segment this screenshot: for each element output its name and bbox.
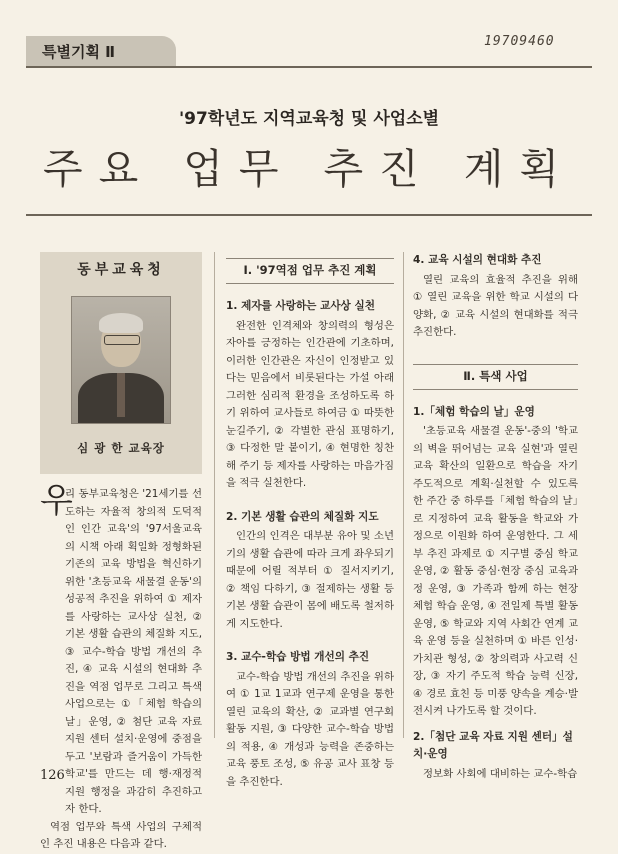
item-heading: 1. 제자를 사랑하는 교사상 실천 xyxy=(226,300,375,312)
intro-paragraph-2: 역점 업무와 특색 사업의 구체적인 추진 내용은 다음과 같다. xyxy=(40,820,202,850)
intro-text: 리 동부교육청은 '21세기를 선도하는 자율적 창의적 도덕적인 인간 교육'의 '97서울교육의 시책 아래 획일화 정형화된 기존의 교육 방법을 혁신하기 위한 '초등교육 새물결 운동'의 성공적 추진을 위하여 ① 제자를 사랑하는 교사상 실천, ② 기본 생활 습관의 체질화 지도, ③ 교수-학습 방법 개선의 추진, ④ 교육 시설의 현대화 추진을 역점 업무로 그리고 특색 사업으로는 ①「체험 학습의 날」운영, ② 첨단 교육 자료 지원 센터 설치·운영에 중점을 두고 '보람과 즐거움이 가득한 학교'를 만드는 데 행·재정적 지원 행정을 과감히 추진하고자 한다. xyxy=(65,488,202,815)
handwritten-stamp: 19709460 xyxy=(484,34,555,49)
section-heading: Ⅰ. '97역점 업무 추진 계획 xyxy=(226,258,394,284)
column-divider xyxy=(214,252,215,738)
section-tab: 특별기획 Ⅱ xyxy=(26,36,176,66)
photo-glasses xyxy=(104,335,140,345)
profile-heading: 동부교육청 xyxy=(77,262,165,278)
portrait-photo-icon xyxy=(71,296,171,424)
column-right xyxy=(413,252,578,783)
item-heading: 3. 교수-학습 방법 개선의 추진 xyxy=(226,651,370,663)
item-heading: 2.「첨단 교육 자료 지원 센터」설치·운영 xyxy=(413,730,573,760)
drop-cap: 우 xyxy=(40,481,73,521)
title-divider xyxy=(26,214,592,216)
item-heading: 4. 교육 시설의 현대화 추진 xyxy=(413,254,542,266)
item-body: 교수-학습 방법 개선의 추진을 위하여 ① 1교 1교과 연구제 운영을 통한 열린 교육의 확산, ② 교과별 연구회 활동 지원, ③ 다양한 교수-학습 방법의 적용, ④ 개성과 능력을 존중하는 교육 풍토 조성, ⑤ 유공 교사 표창 등을 추진한다. xyxy=(226,670,394,788)
article-title: 주요 업무 추진 계획 xyxy=(43,145,575,193)
article-subtitle: '97학년도 지역교육청 및 사업소별 xyxy=(178,109,440,129)
section-heading: Ⅱ. 특색 사업 xyxy=(413,364,578,390)
photo-tie xyxy=(117,373,125,417)
top-divider xyxy=(26,66,592,68)
item-body: 열린 교육의 효율적 추진을 위해 ① 열린 교육을 위한 학교 시설의 다양화, ② 교육 시설의 현대화를 적극 추진한다. xyxy=(413,273,578,338)
page-number: 126 xyxy=(40,768,65,783)
photo-hair xyxy=(99,313,143,333)
item-heading: 2. 기본 생활 습관의 체질화 지도 xyxy=(226,510,379,523)
item-body: 완전한 인격체와 창의력의 형성은 자아를 긍정하는 인간관에 기초하며, 이러한 인간관은 자신이 인정받고 있다는 믿음에서 비롯된다는 가설 아래 그러한 심리적 환경을 조성하도록 하기 위하여 교사들로 하여금 ① 따뜻한 눈길주기, ② 각별한 관심 표명하기, ③ 다정한 말 붙이기, ④ 현명한 칭찬해 주기 등 제자를 사랑하는 마음가짐을 적극 실천한다. xyxy=(226,319,394,489)
column-left xyxy=(40,252,202,854)
column-middle xyxy=(226,252,394,791)
item-body: '초등교육 새물결 운동'-중의 '학교의 벽을 뛰어넘는 교육 실현'과 열린 교육 확산의 일환으로 학습을 자기 주도적으로 계획·실천할 수 있도록 한 주간 중 하루를「체험 학습의 날」로 지정하여 교육 활동을 학교와 가정으로 이원화 하여 운영한다. 그 세부 추진 과제로 ① 지구별 중심 학교 운영, ② 활동 중심·현장 중심 교육과정 운영, ③ 가족과 함께 하는 현장 체험 학습 운영, ④ 전일제 특별 활동 운영, ⑤ 학교와 지역 사회간 연계 교육 운영 등을 실천하며 ① 바른 인성·가치관 형성, ② 창의력과 사고력 신장, ③ 자기 주도적 학습 능력 신장, ④ 경로 효친 등 미풍 양속을 계승·발전시켜 나가도록 할 것이다. xyxy=(413,425,578,717)
item-body: 인간의 인격은 대부분 유아 및 소년기의 생활 습관에 따라 크게 좌우되기 때문에 어릴 적부터 ① 질서지키기, ② 책임 다하기, ③ 절제하는 생활 등 기본 생활 습관이 몸에 배도록 철저하게 지도한다. xyxy=(226,530,394,630)
profile-box xyxy=(40,252,202,474)
column-divider xyxy=(403,252,404,738)
profile-name: 심 광 한 교육장 xyxy=(77,441,165,455)
item-heading: 1.「체험 학습의 날」운영 xyxy=(413,405,535,418)
item-body: 정보화 사회에 대비하는 교수-학습 xyxy=(423,767,578,780)
